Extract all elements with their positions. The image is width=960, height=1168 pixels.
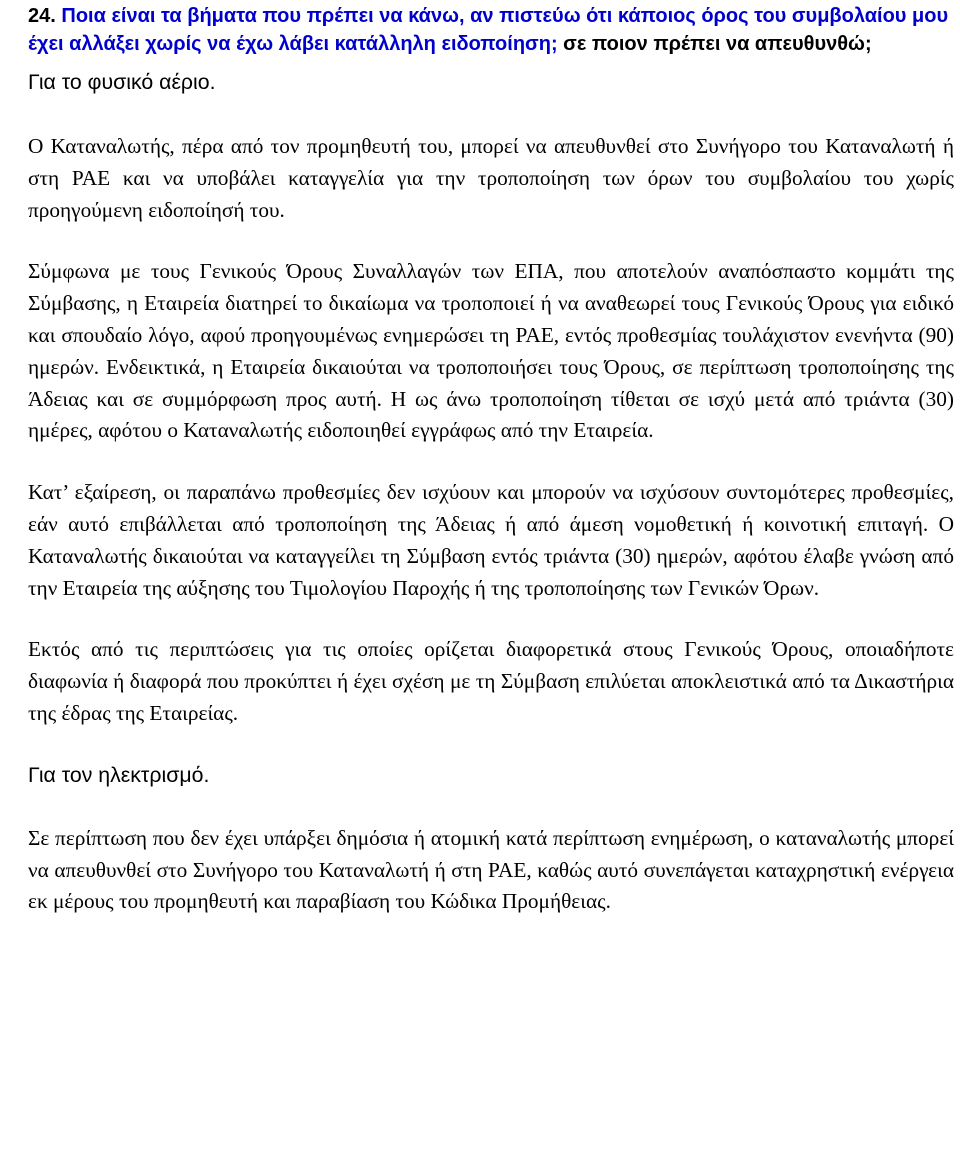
electricity-paragraph-1: Σε περίπτωση που δεν έχει υπάρξει δημόσια ή ατομική κατά περίπτωση ενημέρωση, ο καταναλωτής μπορεί να απευθυνθεί στο Συνήγορο του Καταναλωτή ή στη ΡΑΕ, καθώς αυτό συνεπάγεται καταχρηστική ενέργεια εκ μέρους του προμηθευτή και παραβίαση του Κώδικα Προμήθειας. — [28, 825, 954, 914]
section-heading-gas: Για το φυσικό αέριο. — [28, 70, 216, 94]
gas-paragraph-3: Κατ’ εξαίρεση, οι παραπάνω προθεσμίες δεν ισχύουν και μπορούν να ισχύσουν συντομότερες προθεσμίες, εάν αυτό επιβάλλεται από τροποποίηση της Άδειας ή από άμεση νομοθετική ή κοινοτική επιταγή. Ο Καταναλωτής δικαιούται να καταγγείλει τη Σύμβαση εντός τριάντα (30) ημερών, αφότου έλαβε γνώση από την Εταιρεία της αύξησης του Τιμολογίου Παροχής ή της τροποποίησης των Γενικών Όρων. — [28, 480, 954, 600]
gas-paragraph-4: Εκτός από τις περιπτώσεις για τις οποίες ορίζεται διαφορετικά στους Γενικούς Όρους, οποιαδήποτε διαφωνία ή διαφορά που προκύπτει ή έχει σχέση με τη Σύμβαση επιλύεται αποκλειστικά από τα Δικαστήρια της έδρας της Εταιρείας. — [28, 637, 954, 725]
gas-paragraph-1: Ο Καταναλωτής, πέρα από τον προμηθευτή του, μπορεί να απευθυνθεί στο Συνήγορο του Καταναλωτή ή στη ΡΑΕ και να υποβάλει καταγγελία για την τροποποίηση των όρων του συμβολαίου του χωρίς προηγούμενη ειδοποίησή του. — [28, 134, 954, 222]
section-heading-electricity: Για τον ηλεκτρισμό. — [28, 762, 210, 787]
question-heading — [28, 0, 954, 58]
question-text: Ποια είναι τα βήματα που πρέπει να κάνω, αν πιστεύω ότι κάποιος όρος του συμβολαίου μου έχει αλλάξει χωρίς να έχω λάβει κατάλληλη ειδοποίηση; — [28, 5, 949, 55]
gas-paragraph-2: Σύμφωνα με τους Γενικούς Όρους Συναλλαγών των ΕΠΑ, που αποτελούν αναπόσπαστο κομμάτι της Σύμβασης, η Εταιρεία διατηρεί το δικαίωμα να τροποποιεί ή να αναθεωρεί τους Γενικούς Όρους για ειδικό και σπουδαίο λόγο, αφού προηγουμένως ενημερώσει τη ΡΑΕ, εντός προθεσμίας τουλάχιστον ενενήντα (90) ημερών. Ενδεικτικά, η Εταιρεία δικαιούται να τροποποιήσει τους Όρους, σε περίπτωση τροποποίησης της Άδειας και σε συμμόρφωση προς αυτή. Η ως άνω τροποποίηση τίθεται σε ισχύ μετά από τριάντα (30) ημέρες, αφότου ο Καταναλωτής ειδοποιηθεί εγγράφως από την Εταιρεία. — [28, 259, 954, 443]
question-number: 24. — [28, 5, 56, 27]
document-page — [28, 0, 954, 918]
question-tail: σε ποιον πρέπει να απευθυνθώ; — [563, 33, 872, 55]
